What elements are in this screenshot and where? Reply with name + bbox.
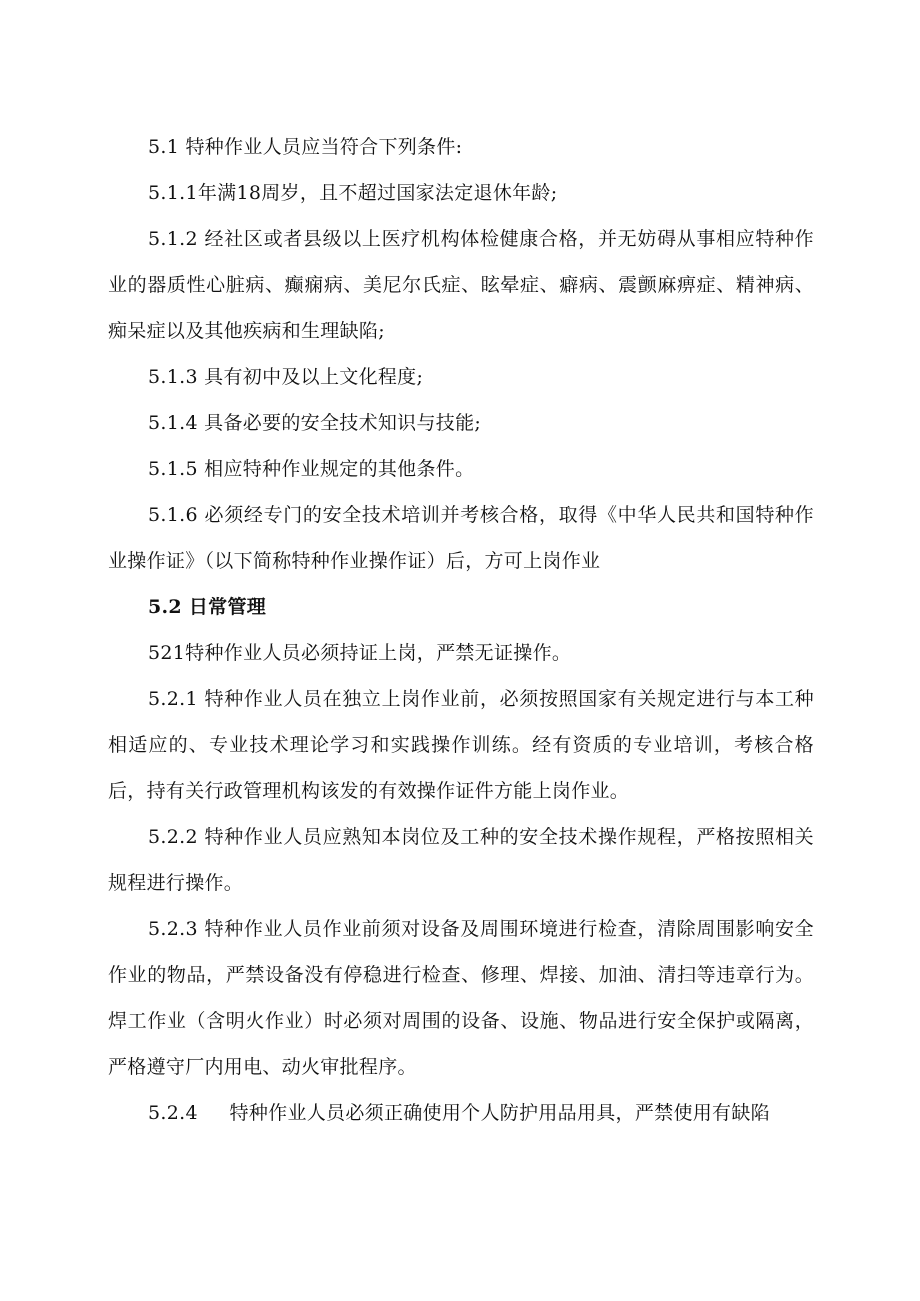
paragraph-5-2-1: 5.2.1 特种作业人员在独立上岗作业前，必须按照国家有关规定进行与本工种相适应的、专业技术理论学习和实践操作训练。经有资质的专业培训，考核合格后，持有关行政管理机构该发的有效操作证件方能上岗作业。	[108, 688, 814, 802]
paragraph-5-1-4: 5.1.4 具备必要的安全技术知识与技能;	[148, 412, 482, 434]
paragraph-5-1-3: 5.1.3 具有初中及以上文化程度;	[148, 366, 424, 388]
paragraph-5-2-3: 5.2.3 特种作业人员作业前须对设备及周围环境进行检查，清除周围影响安全作业的物品，严禁设备没有停稳进行检查、修理、焊接、加油、清扫等违章行为。焊工作业（含明火作业）时必须对周围的设备、设施、物品进行安全保护或隔离，严格遵守厂内用电、动火审批程序。	[108, 918, 814, 1078]
paragraph-5-1-2: 5.1.2 经社区或者县级以上医疗机构体检健康合格，并无妨碍从事相应特种作业的器质性心脏病、癫痫病、美尼尔氏症、眩晕症、癖病、震颤麻痹症、精神病、痴呆症以及其他疾病和生理缺陷;	[108, 228, 814, 342]
paragraph-5-2-2: 5.2.2 特种作业人员应熟知本岗位及工种的安全技术操作规程，严格按照相关规程进行操作。	[108, 826, 814, 894]
paragraph-5-1: 5.1 特种作业人员应当符合下列条件:	[148, 136, 463, 158]
document-body	[108, 124, 814, 1136]
paragraph-5-1-6: 5.1.6 必须经专门的安全技术培训并考核合格，取得《中华人民共和国特种作业操作证》（以下简称特种作业操作证）后，方可上岗作业	[108, 504, 814, 572]
paragraph-5-2-4: 5.2.4 特种作业人员必须正确使用个人防护用品用具，严禁使用有缺陷	[148, 1102, 770, 1124]
paragraph-5-1-1: 5.1.1年满18周岁，且不超过国家法定退休年龄;	[148, 182, 558, 204]
paragraph-5-1-5: 5.1.5 相应特种作业规定的其他条件。	[148, 458, 475, 480]
section-heading-5-2: 5.2 日常管理	[148, 596, 267, 618]
paragraph-521: 521特种作业人员必须持证上岗，严禁无证操作。	[148, 642, 572, 664]
